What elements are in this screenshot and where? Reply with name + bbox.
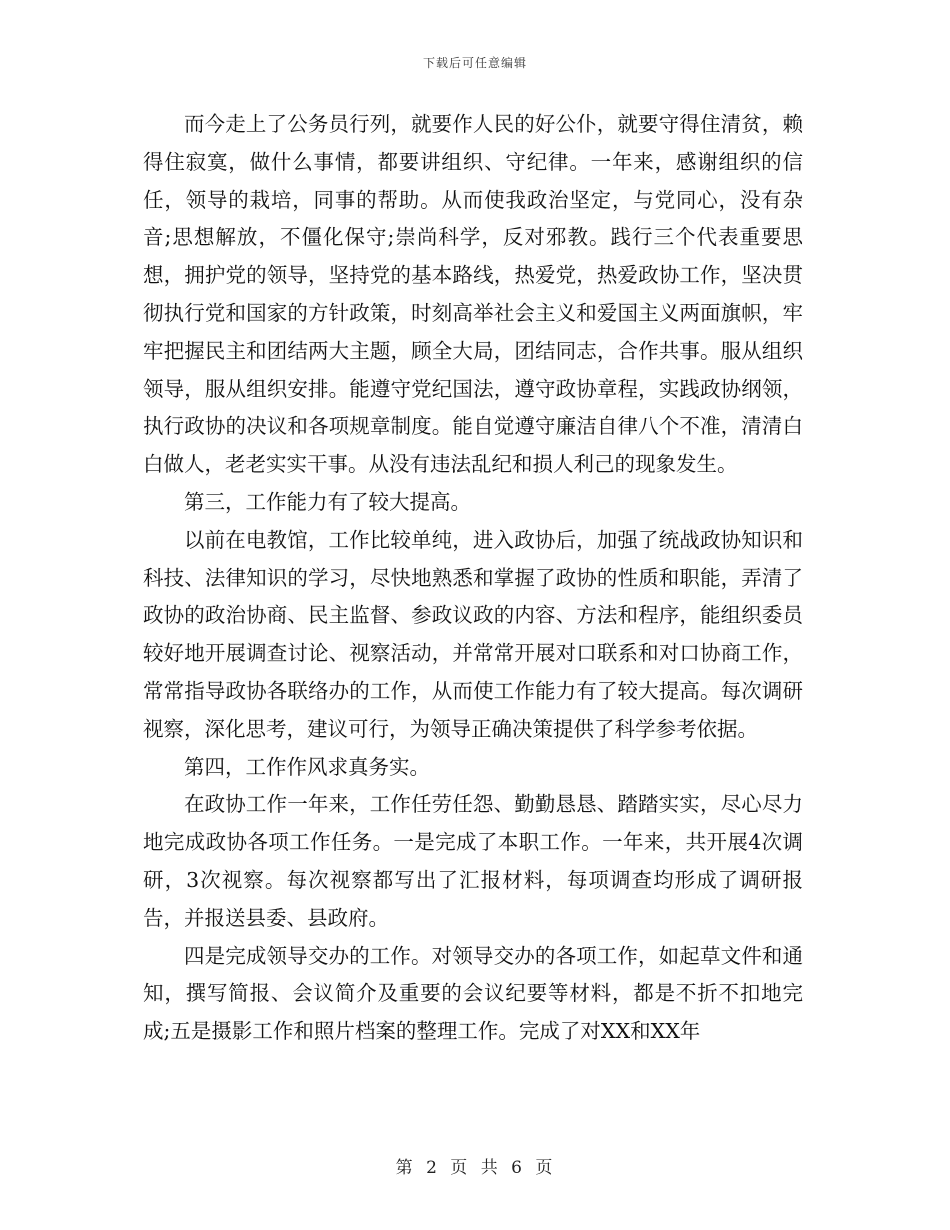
footer-prefix: 第 (395, 1158, 415, 1178)
paragraph-4-heading: 第四，工作作风求真务实。 (184, 754, 430, 779)
footer-total-word: 共 (480, 1158, 500, 1178)
footer-total-pages: 6 (511, 1158, 524, 1178)
paragraph-6: 四是完成领导交办的工作。对领导交办的各项工作，如起草文件和通知，撰写简报、会议简介及重要的会议纪要等材料，都是不折不扣地完成;五是摄影工作和照片档案的整理工作。完成了对XX和XX年 (143, 943, 803, 1044)
footer-suffix: 页 (535, 1158, 555, 1178)
paragraph-3: 以前在电教馆，工作比较单纯，进入政协后，加强了统战政协知识和科技、法律知识的学习，尽快地熟悉和掌握了政协的性质和职能，弄清了政协的政治协商、民主监督、参政议政的内容、方法和程序，能组织委员较好地开展调查讨论、视察活动，并常常开展对口联系和对口协商工作，常常指导政协各联络办的工作，从而使工作能力有了较大提高。每次调研视察，深化思考，建议可行，为领导正确决策提供了科学参考依据。 (143, 527, 803, 741)
page-header: 下载后可任意编辑 (422, 56, 527, 70)
paragraph-5: 在政协工作一年来，工作任劳任怨、勤勤恳恳、踏踏实实，尽心尽力地完成政协各项工作任务。一是完成了本职工作。一年来，共开展4次调研，3次视察。每次视察都写出了汇报材料，每项调查均形成了调研报告，并报送县委、县政府。 (143, 792, 803, 930)
paragraph-1: 而今走上了公务员行列，就要作人民的好公仆，就要守得住清贫，赖得住寂寞，做什么事情，都要讲组织、守纪律。一年来，感谢组织的信任，领导的栽培，同事的帮助。从而使我政治坚定，与党同心，没有杂音;思想解放，不僵化保守;崇尚科学，反对邪教。践行三个代表重要思想，拥护党的领导，坚持党的基本路线，热爱党，热爱政协工作，坚决贯彻执行党和国家的方针政策，时刻高举社会主义和爱国主义两面旗帜，牢牢把握民主和团结两大主题，顾全大局，团结同志，合作共事。服从组织领导，服从组织安排。能遵守党纪国法，遵守政协章程，实践政协纲领，执行政协的决议和各项规章制度。能自觉遵守廉洁自律八个不准，清清白白做人，老老实实干事。从没有违法乱纪和损人利己的现象发生。 (143, 112, 803, 477)
page-footer (0, 1153, 950, 1178)
document-body (143, 106, 803, 1051)
footer-page-word: 页 (450, 1158, 470, 1178)
footer-current-page: 2 (426, 1158, 439, 1178)
paragraph-2-heading: 第三，工作能力有了较大提高。 (184, 489, 471, 514)
